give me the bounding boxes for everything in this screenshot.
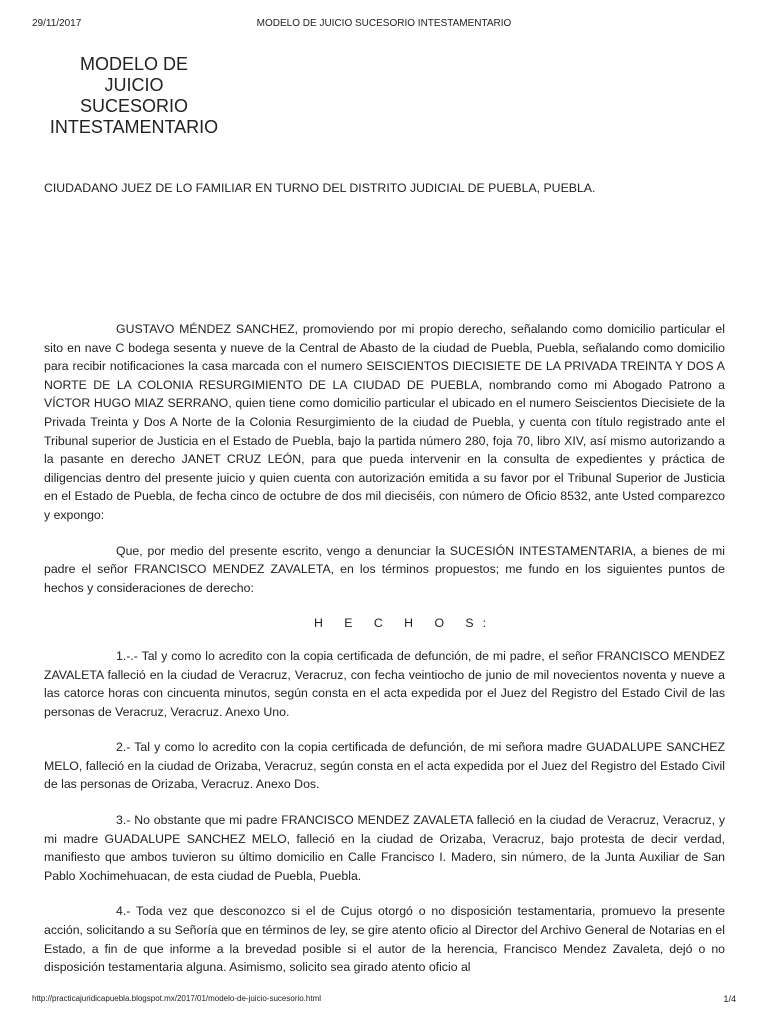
paragraph-hecho-2: 2.- Tal y como lo acredito con la copia certificada de defunción, de mi señora madre GUADALUPE SANCHEZ MELO, falleció en la ciudad de Orizaba, Veracruz, según consta en el acta expedida por el Juez del Registro del Estado Civil de las personas de Orizaba, Veracruz. Anexo Dos. bbox=[44, 740, 725, 792]
source-url[interactable]: http://practicajuridicapuebla.blogspot.mx/2017/01/modelo-de-juicio-sucesorio.html bbox=[32, 994, 322, 1003]
print-footer bbox=[32, 992, 736, 1006]
paragraph-que: Que, por medio del presente escrito, vengo a denunciar la SUCESIÓN INTESTAMENTARIA, a bienes de mi padre el señor FRANCISCO MENDEZ ZAVALETA, en los términos propuestos; me fundo en los siguientes puntos de hechos y consideraciones de derecho: bbox=[44, 543, 725, 595]
paragraph-hecho-3: 3.- No obstante que mi padre FRANCISCO MENDEZ ZAVALETA falleció en la ciudad de Veracruz, Veracruz, y mi madre GUADALUPE SANCHEZ MELO, falleció en la ciudad de Orizaba, Veracruz, bajo protesta de decir verdad, manifiesto que ambos tuvieron su último domicilio en Calle Francisco I. Madero, sin número, de la Junta Auxiliar de San Pablo Xochimehuacan, de esta ciudad de Puebla, Puebla. bbox=[44, 813, 725, 883]
document-heading-line: SUCESORIO bbox=[79, 96, 189, 117]
print-header bbox=[32, 17, 736, 31]
paragraph-hecho-1: 1.-.- Tal y como lo acredito con la copia certificada de defunción, de mi padre, el señor FRANCISCO MENDEZ ZAVALETA falleció en la ciudad de Veracruz, Veracruz, con fecha veintiocho de junio de mil novecientos noventa y nueve a las catorce horas con cincuenta minutos, según consta en el acta expedida por el Juez del Registro del Estado Civil de las personas de Veracruz, Veracruz. Anexo Uno. bbox=[44, 648, 725, 719]
section-title-hechos: H E C H O S: bbox=[313, 616, 496, 631]
print-title: MODELO DE JUICIO SUCESORIO INTESTAMENTARIO bbox=[256, 18, 512, 29]
document-body bbox=[44, 320, 725, 994]
document-heading-line: JUICIO bbox=[104, 75, 164, 96]
document-heading bbox=[44, 54, 224, 138]
document-heading-line: INTESTAMENTARIO bbox=[49, 117, 219, 138]
paragraph-intro: GUSTAVO MÉNDEZ SANCHEZ, promoviendo por mi propio derecho, señalando como domicilio particular el sito en nave C bodega sesenta y nueve de la Central de Abasto de la ciudad de Puebla, Puebla, señalando como domicilio para recibir notificaciones la casa marcada con el numero SEISCIENTOS DIECISIETE DE LA PRIVADA TREINTA Y DOS A NORTE DE LA COLONIA RESURGIMIENTO DE LA CIUDAD DE PUEBLA, nombrando como mi Abogado Patrono a VÍCTOR HUGO MIAZ SERRANO, quien tiene como domicilio particular el ubicado en el numero Seiscientos Diecisiete de la Privada Treinta y Dos A Norte de la Colonia Resurgimiento de la ciudad de Puebla, y cuenta con título registrado ante el Tribunal superior de Justicia en el Estado de Puebla, bajo la partida número 280, foja 70, libro XIV, así mismo autorizando a la pasante en derecho JANET CRUZ LEÓN, para que pueda intervenir en la consulta de expedientes y práctica de diligencias dentro del presente juicio y quien cuenta con autorización emitida a su favor por el Tribunal Superior de Justicia en el Estado de Puebla, de fecha cinco de octubre de dos mil dieciséis, con número de Oficio 8532, ante Usted comparezco y expongo: bbox=[44, 322, 725, 522]
addressee: CIUDADANO JUEZ DE LO FAMILIAR EN TURNO DEL DISTRITO JUDICIAL DE PUEBLA, PUEBLA. bbox=[44, 181, 596, 195]
print-date: 29/11/2017 bbox=[32, 18, 82, 29]
document-heading-line: MODELO DE bbox=[79, 54, 189, 75]
page-number: 1/4 bbox=[723, 994, 736, 1004]
paragraph-hecho-4: 4.- Toda vez que desconozco si el de Cujus otorgó o no disposición testamentaria, promuevo la presente acción, solicitando a su Señoría que en términos de ley, se gire atento oficio al Director del Archivo General de Notarias en el Estado, a fin de que informe a la brevedad posible si el autor de la herencia, Francisco Mendez Zavaleta, dejó o no disposición testamentaria alguna. Asimismo, solicito sea girado atento oficio al bbox=[44, 904, 725, 975]
